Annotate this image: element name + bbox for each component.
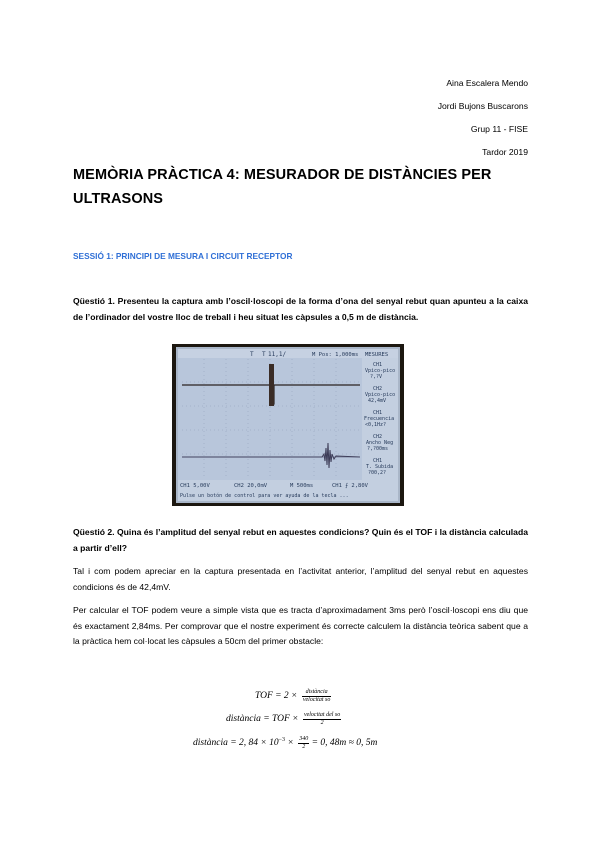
trigger-level: CH1 ⨍ 2,80V xyxy=(332,483,368,489)
fraction xyxy=(298,736,309,750)
document-title: MEMÒRIA PRÀCTICA 4: MESURADOR DE DISTÀNCIES PER ULTRASONS xyxy=(73,167,492,207)
measure-name: Ancho Neg xyxy=(366,440,394,446)
question-text: Quina és l’amplitud del senyal rebut en aquestes condicions? Quin és el TOF i la distància calculada a partir d’ell? xyxy=(73,527,528,553)
measure-value: <0,1Hz? xyxy=(365,422,387,428)
fraction-numerator: distància xyxy=(302,689,332,697)
measure-ch: CH1 xyxy=(373,362,383,368)
measure-name: Frecuencia xyxy=(364,416,395,422)
ch1-pulse xyxy=(269,364,274,406)
measure-value: ?,?V xyxy=(370,374,383,380)
author-block xyxy=(438,72,528,164)
top-channel: T xyxy=(262,351,266,358)
top-position: M Pos: 1,000ms xyxy=(312,352,359,358)
formula-tof xyxy=(255,689,331,703)
formula-lhs: TOF = 2 × xyxy=(255,691,298,702)
measure-value: ?,?00ms xyxy=(367,446,389,452)
time-scale: M 500ms xyxy=(290,483,314,489)
measure-ch: CH2 xyxy=(373,386,383,392)
question-label: Qüestió 2. xyxy=(73,527,115,537)
answer-paragraph-1: Tal i com podem apreciar en la captura presentada en l’activitat anterior, l’amplitud del senyal rebut en aquestes condicions és de 42,4mV. xyxy=(73,566,528,592)
measure-value: 42,4mV xyxy=(368,398,387,404)
measure-value: ?00,2? xyxy=(368,470,387,476)
question-text: Presenteu la captura amb l’oscil·loscopi de la forma d’ona del senyal rebut quan apunteu a la caixa de l’ordinador del vostre lloc de treball i heu situat les càpsules a 0,5 m de distància. xyxy=(73,296,529,322)
measure-name: T. Subida xyxy=(366,464,394,470)
formula-exponent: −3 xyxy=(278,737,286,744)
measure-ch: CH1 xyxy=(373,410,383,416)
oscilloscope-photo xyxy=(172,344,404,506)
fraction-numerator: 340 xyxy=(299,736,309,742)
author-name: Aina Escalera Mendo xyxy=(446,78,528,88)
panel-title: MESURES xyxy=(365,352,389,358)
formula-times: × xyxy=(285,738,297,749)
ch2-scale: CH2 20,0mV xyxy=(234,483,268,489)
ch1-scale: CH1 5,00V xyxy=(180,483,210,489)
question-label: Qüestió 1. xyxy=(73,296,115,306)
fraction xyxy=(303,712,341,726)
top-value: 11,1/ xyxy=(268,351,287,358)
fraction-numerator: velocitat del so xyxy=(303,712,341,718)
formula-lhs: distància = TOF × xyxy=(226,714,299,725)
author-name: Jordi Bujons Buscarons xyxy=(437,101,528,111)
measure-name: Vpico-pico xyxy=(365,368,396,374)
formula-result: = 0, 48m ≈ 0, 5m xyxy=(309,738,378,749)
fraction-denominator: 2 xyxy=(302,743,306,750)
oscilloscope-screen xyxy=(172,344,404,506)
top-trigger: T xyxy=(250,351,254,358)
measure-ch: CH2 xyxy=(373,434,383,440)
measure-name: Vpico-pico xyxy=(365,392,396,398)
fraction-denominator: 2 xyxy=(320,719,324,726)
question-2 xyxy=(73,525,528,556)
question-1 xyxy=(73,294,528,325)
help-line: Pulse un botón de control para ver ayuda de la tecla ... xyxy=(180,493,349,499)
formula-lhs: distància = 2, 84 × 10 xyxy=(193,738,279,749)
measure-ch: CH1 xyxy=(373,458,383,464)
formula-distance xyxy=(226,712,341,726)
term-label: Tardor 2019 xyxy=(482,147,528,157)
section-heading: SESSIÓ 1: PRINCIPI DE MESURA I CIRCUIT RECEPTOR xyxy=(73,251,293,261)
fraction xyxy=(302,689,332,703)
fraction-denominator: velocitat so xyxy=(302,696,331,703)
answer-paragraph-2: Per calcular el TOF podem veure a simple vista que es tracta d’aproximadament 3ms però l’oscil·loscopi ens diu que és exactament 2,84ms. Per comprovar que el nostre experiment és correcte calculem la distància teòrica sabent que a la pràctica hem col·locat les càpsules a 50cm del primer obstacle: xyxy=(73,605,528,646)
formula-distance-value xyxy=(193,736,377,750)
group-label: Grup 11 - FISE xyxy=(470,124,528,134)
